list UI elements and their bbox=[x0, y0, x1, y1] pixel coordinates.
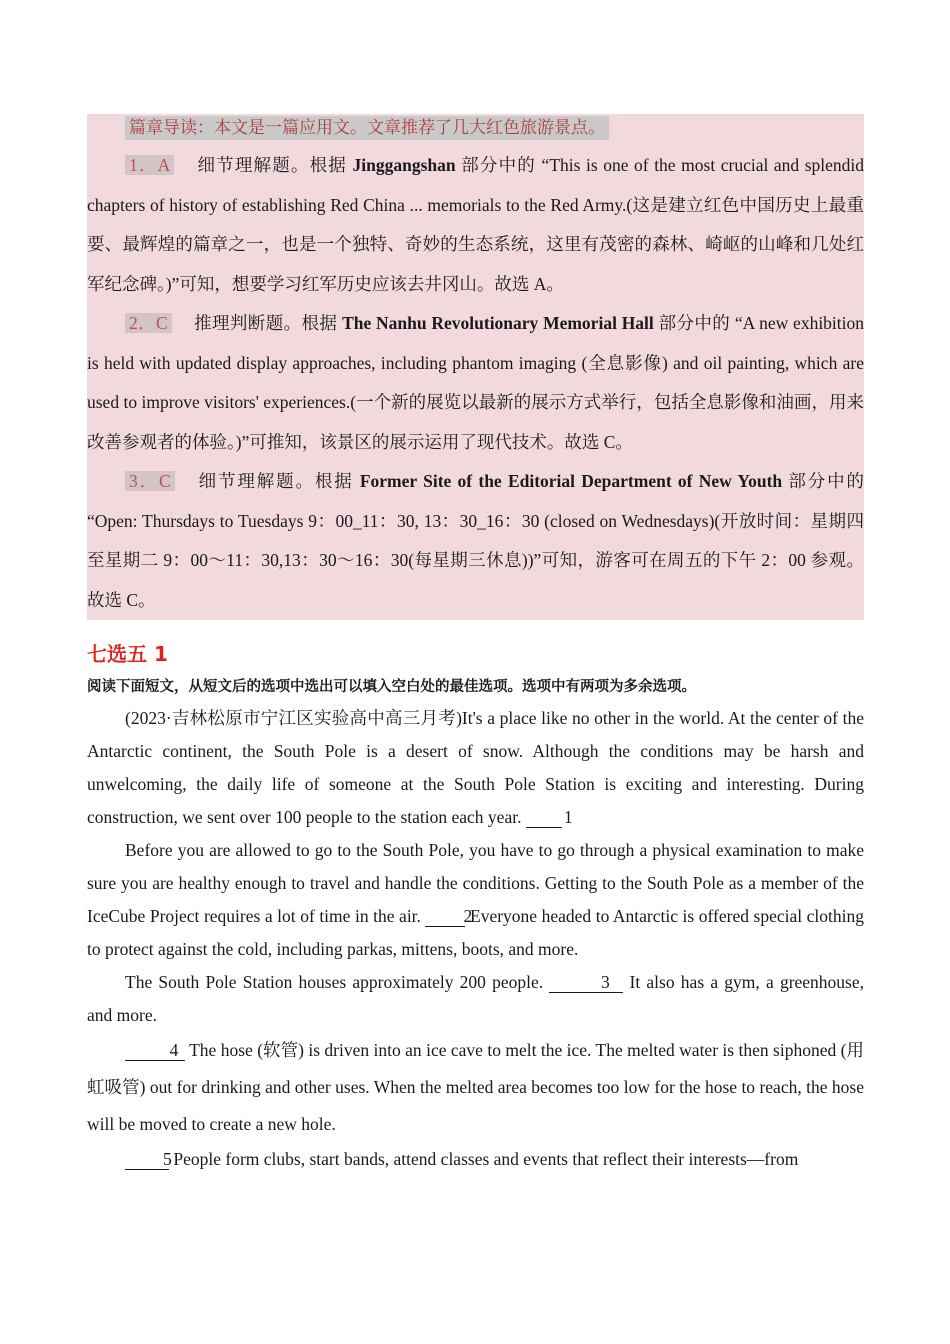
section-title: 七选五 1 bbox=[87, 642, 168, 666]
reading-guide: 篇章导读：本文是一篇应用文。文章推荐了几大红色旅游景点。 bbox=[125, 116, 609, 140]
answer-1-text: 部分中的 “This is one of the most crucial and splendid chapters of history of establishing Red China ... memorials to the Red Army.(这是建立红色中国历史上最重要、最辉煌的篇章之一，也是一个独特、奇妙的生态系统，这里有茂密的森林、崎岖的山峰和几处红军纪念碑。)”可知，想要学习红军历史应该去井冈山。故选 A。 bbox=[87, 155, 865, 294]
blank-2: 2 bbox=[425, 906, 465, 927]
answer-2-pre: 推理判断题。根据 bbox=[193, 313, 338, 333]
passage-text: People form clubs, start bands, attend classes and events that reflect their interests—from bbox=[173, 1149, 799, 1169]
passage-text: The South Pole Station houses approximately 200 people. bbox=[125, 972, 544, 992]
answer-1-pre: 细节理解题。根据 bbox=[196, 155, 347, 175]
section-instruction: 阅读下面短文，从短文后的选项中选出可以填入空白处的最佳选项。选项中有两项为多余选项。 bbox=[87, 679, 696, 695]
answer-3-number: 3．C bbox=[125, 471, 175, 491]
answer-3-text: 部分中的 “Open: Thursdays to Tuesdays 9：00_11：30, 13：30_16：30 (closed on Wednesdays)(开放时间：星期四至星期二 9：00～11：30,13：30～16：30(每星期三休息))”可知，游客可在周五的下午 2：00 参观。故选 C。 bbox=[87, 471, 865, 610]
answer-2 bbox=[87, 304, 864, 462]
passage-text: Before you are allowed to go to the South Pole, you have to go through a physical examination to make sure you are healthy enough to travel and handle the conditions. Getting to the South Pole as a member of the IceCube Project requires a lot of time in the air. bbox=[87, 840, 864, 926]
passage-text: The hose (软管) is driven into an ice cave to melt the ice. The melted water is then siphoned (用虹吸管) out for drinking and other uses. When the melted area becomes too low for the hose to reach, the hose will be moved to create a new hole. bbox=[87, 1040, 864, 1134]
blank-1: 1 bbox=[526, 807, 562, 828]
answer-2-number: 2．C bbox=[125, 313, 172, 333]
answer-1-keyword: Jinggangshan bbox=[352, 155, 456, 175]
reading-guide-line bbox=[87, 116, 864, 146]
document-page bbox=[87, 114, 864, 1176]
passage-paragraph-4 bbox=[87, 1032, 864, 1143]
answer-2-text: 部分中的 “A new exhibition is held with updated display approaches, including phantom imaging (全息影像) and oil painting, which are used to improve visitors' experiences.(一个新的展览以最新的展示方式举行，包括全息影像和油画，用来改善参观者的体验。)”可推知，该景区的展示运用了现代技术。故选 C。 bbox=[87, 313, 865, 452]
passage-paragraph-5 bbox=[87, 1143, 864, 1176]
blank-3: 3 bbox=[549, 972, 623, 993]
answer-3-pre: 细节理解题。根据 bbox=[196, 471, 354, 491]
answer-1-number: 1．A bbox=[125, 155, 174, 175]
blank-4: 4 bbox=[125, 1040, 185, 1061]
answer-3 bbox=[87, 462, 864, 620]
passage-paragraph-1 bbox=[87, 702, 864, 834]
passage-paragraph-2 bbox=[87, 834, 864, 966]
passage-text: (2023·吉林松原市宁江区实验高中高三月考)It's a place like no other in the world. At the center of the Antarctic continent, the South Pole is a desert of snow. Although the conditions may be harsh and unwelcoming, the daily life of someone at the South Pole Station is exciting and interesting. During construction, we sent over 100 people to the station each year. bbox=[87, 708, 864, 827]
answer-2-keyword: The Nanhu Revolutionary Memorial Hall bbox=[342, 313, 654, 333]
answer-1 bbox=[87, 146, 864, 304]
answer-explanation-box bbox=[87, 114, 864, 620]
passage-paragraph-3 bbox=[87, 966, 864, 1032]
blank-5: 5 bbox=[125, 1149, 169, 1170]
answer-3-keyword: Former Site of the Editorial Department of New Youth bbox=[359, 471, 783, 491]
passage-text: Everyone headed to Antarctic is offered special clothing to protect against the cold, including parkas, mittens, boots, and more. bbox=[87, 906, 864, 959]
passage-text: It also has a gym, a greenhouse, and more. bbox=[87, 972, 865, 1025]
